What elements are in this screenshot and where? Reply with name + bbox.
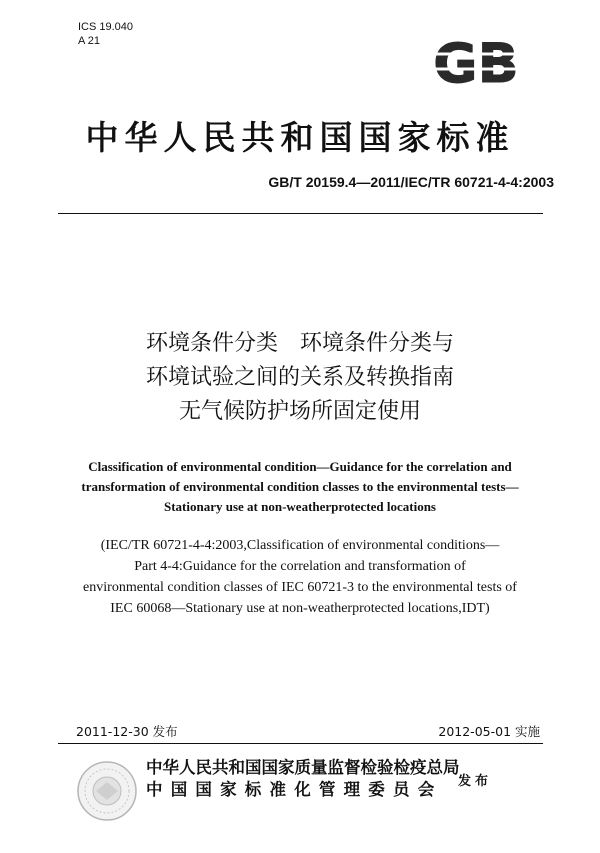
equivalence-line: (IEC/TR 60721-4-4:2003,Classification of environmental conditions— xyxy=(100,538,500,553)
anti-counterfeit-seal-icon xyxy=(76,760,138,822)
equivalence-line: IEC 60068—Stationary use at non-weatherprotected locations,IDT) xyxy=(110,601,490,616)
gb-logo-icon xyxy=(420,38,532,86)
issuer-line: 中华人民共和国国家质量监督检验检疫总局 xyxy=(146,758,460,777)
standard-title: 中华人民共和国国家标准 xyxy=(85,118,515,157)
chinese-title xyxy=(0,327,600,429)
ccs-code: A 21 xyxy=(78,35,101,47)
gb-logo-text: GB xyxy=(433,38,519,86)
implementation-date: 2012-05-01 实施 xyxy=(438,724,540,739)
chinese-title-line: 无气候防护场所固定使用 xyxy=(178,399,421,424)
issuing-authorities xyxy=(146,757,460,801)
english-title-line: Stationary use at non-weatherprotected locations xyxy=(163,499,436,514)
issue-date: 2011-12-30 发布 xyxy=(76,724,178,739)
standard-number: GB/T 20159.4—2011/IEC/TR 60721-4-4:2003 xyxy=(268,174,554,190)
publish-label: 发布 xyxy=(458,774,493,789)
english-title xyxy=(60,457,540,517)
bottom-divider xyxy=(58,743,543,744)
ics-code-block xyxy=(78,20,133,48)
equivalence-line: environmental condition classes of IEC 60721-3 to the environmental tests of xyxy=(83,580,517,595)
chinese-title-line: 环境试验之间的关系及转换指南 xyxy=(145,365,454,390)
equivalence-statement xyxy=(60,535,540,619)
english-title-line: Classification of environmental condition—Guidance for the correlation and xyxy=(88,459,512,474)
english-title-line: transformation of environmental condition classes to the environmental tests— xyxy=(81,479,519,494)
top-divider xyxy=(58,213,543,214)
chinese-title-line: 环境条件分类 环境条件分类与 xyxy=(145,331,454,356)
equivalence-line: Part 4-4:Guidance for the correlation and transformation of xyxy=(134,559,466,574)
issuer-line: 中国国家标准化管理委员会 xyxy=(146,780,443,799)
ics-code: ICS 19.040 xyxy=(78,21,134,33)
